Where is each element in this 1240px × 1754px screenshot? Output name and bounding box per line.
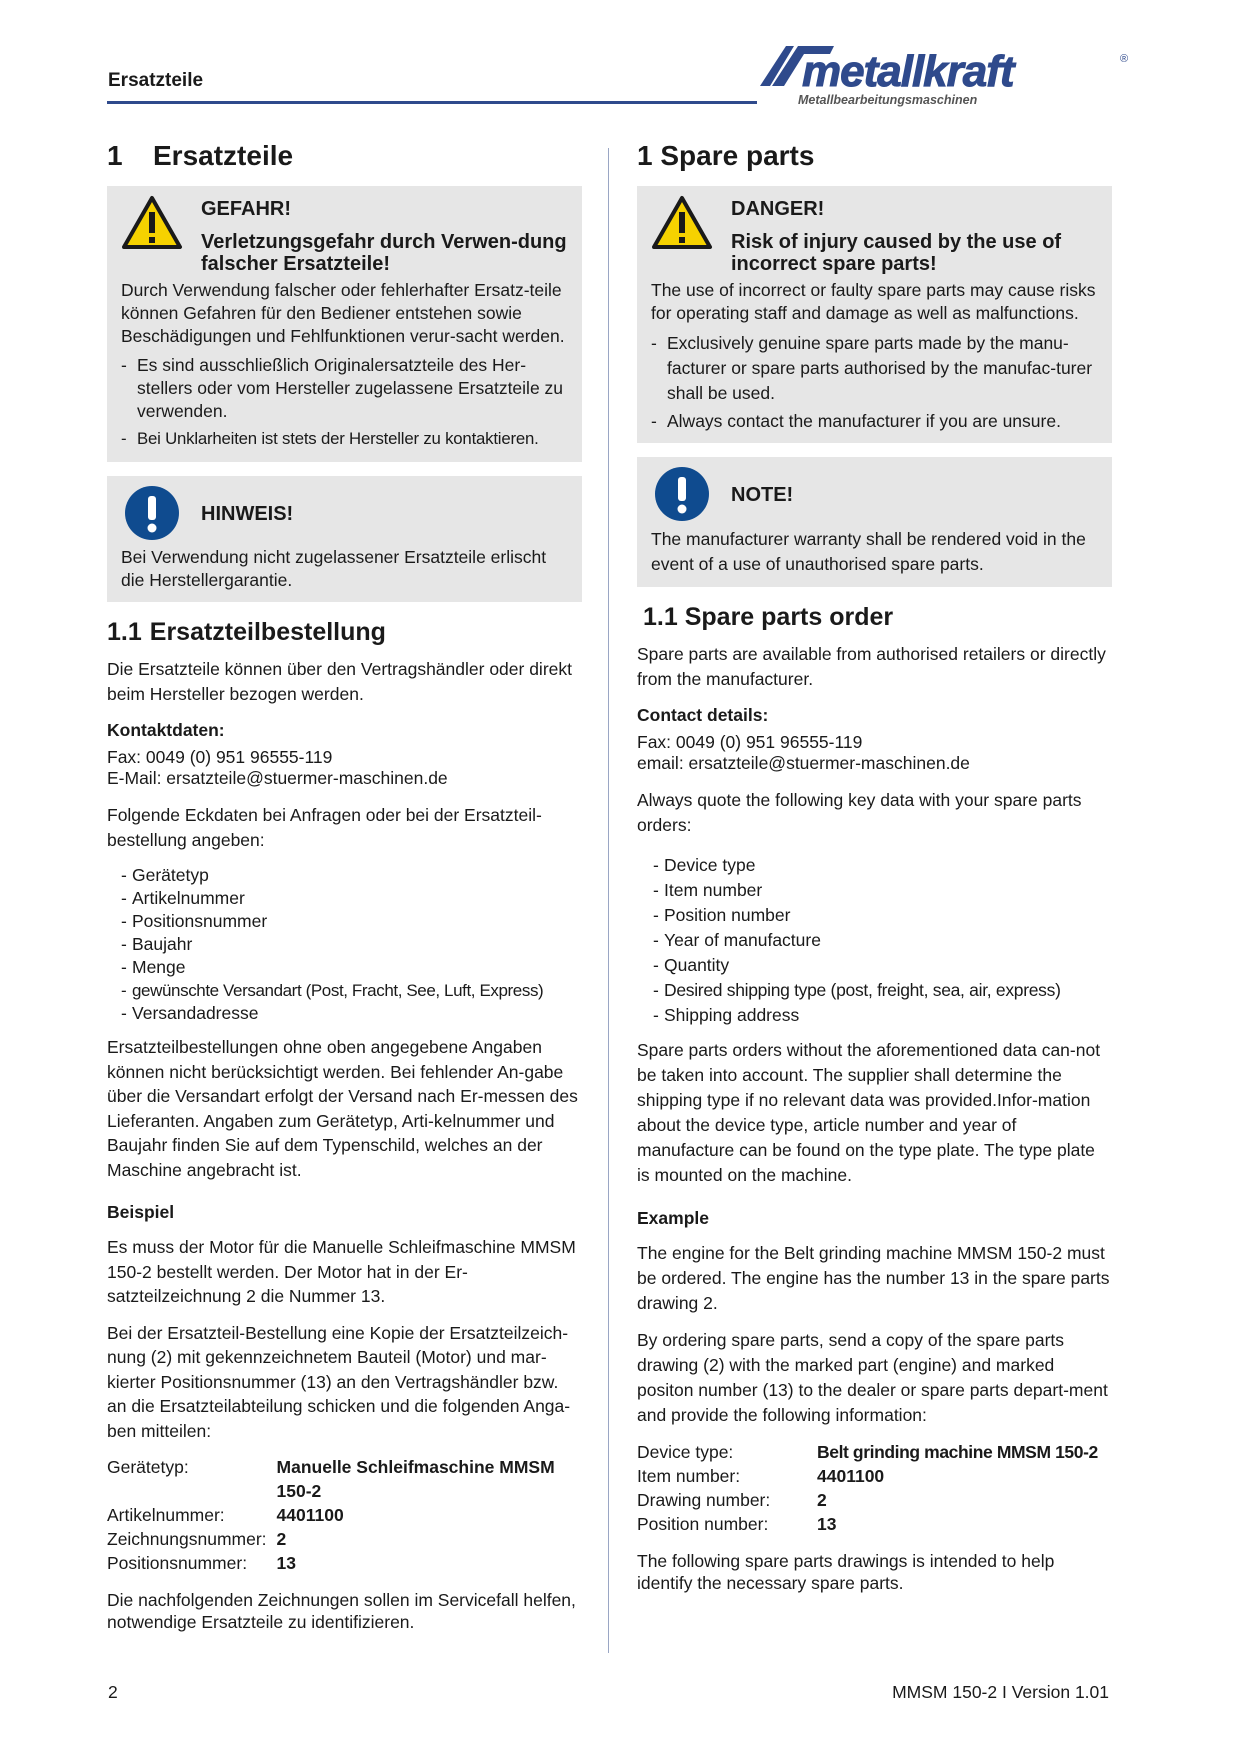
order-data-table	[107, 1455, 582, 1575]
note-box	[107, 476, 582, 602]
subsection-number: 1.1	[643, 603, 678, 631]
table-row	[107, 1455, 582, 1503]
page-number: 2	[108, 1682, 118, 1702]
list-item: - Shipping address	[653, 1003, 1112, 1028]
order-paragraph: By ordering spare parts, send a copy of the spare parts drawing (2) with the marked part (engine) and marked positon number (13) to the dealer or spare parts depart-ment and provide the following information:	[637, 1330, 1108, 1425]
table-row	[637, 1488, 1098, 1512]
keydata-list	[121, 864, 582, 1025]
logo-tagline: Metallbearbeitungsmaschinen	[798, 93, 978, 107]
danger-text: Durch Verwendung falscher oder fehlerhafter Ersatz-teile können Gefahren für den Bediener entstehen sowie Beschädigungen und Fehlfunktionen verur-sacht werden.	[121, 280, 565, 346]
row-value: 4401100	[817, 1466, 885, 1486]
row-value: 13	[817, 1514, 837, 1534]
logo-registered-mark: ®	[1120, 53, 1129, 65]
note-signal-word: HINWEIS!	[201, 502, 294, 525]
danger-signal-word: GEFAHR!	[201, 198, 291, 220]
list-item: - Device type	[653, 853, 1112, 878]
row-key: Device type:	[637, 1442, 734, 1462]
row-key: Positionsnummer:	[107, 1553, 248, 1573]
keydata-list	[653, 853, 1112, 1028]
danger-box	[637, 186, 1112, 443]
contact-label: Contact details:	[637, 705, 769, 725]
list-item: - Versandadresse	[121, 1002, 582, 1025]
column-divider	[608, 148, 609, 1653]
example-label: Example	[637, 1208, 709, 1228]
danger-box	[107, 186, 582, 462]
danger-text: The use of incorrect or faulty spare parts may cause risks for operating staff and damage as well as malfunctions.	[651, 280, 1096, 323]
row-value: 13	[276, 1553, 296, 1573]
exclamation-circle-icon	[651, 465, 713, 523]
section-heading	[107, 140, 582, 174]
intro-paragraph: Spare parts are available from authorised retailers or directly from the manufacturer.	[637, 644, 1106, 689]
danger-risk-title: Risk of injury caused by the use of incorrect spare parts!	[731, 231, 1062, 275]
example-paragraph: The engine for the Belt grinding machine MMSM 150-2 must be ordered. The engine has the number 13 in the spare parts drawing 2.	[637, 1243, 1110, 1313]
email-address: E-Mail: ersatzteile@stuermer-maschinen.de	[107, 768, 448, 788]
table-row	[107, 1551, 582, 1575]
fax-number: Fax: 0049 (0) 951 96555-119	[107, 747, 333, 767]
keydata-paragraph: Folgende Eckdaten bei Anfragen oder bei der Ersatzteil-bestellung angeben:	[107, 805, 542, 850]
page-header-title: Ersatzteile	[108, 70, 204, 91]
note-text: The manufacturer warranty shall be rendered void in the event of a use of unauthorised spare parts.	[651, 529, 1086, 574]
note-box	[637, 457, 1112, 587]
final-paragraph: Die nachfolgenden Zeichnungen sollen im Servicefall helfen, notwendige Ersatzteile zu identifizieren.	[107, 1590, 576, 1632]
subsection-title: Spare parts order	[684, 603, 894, 631]
fax-number: Fax: 0049 (0) 951 96555-119	[637, 732, 863, 752]
note-signal-word: NOTE!	[731, 483, 794, 506]
row-key: Zeichnungsnummer:	[107, 1529, 267, 1549]
danger-instructions	[651, 331, 1098, 433]
contact-details	[637, 732, 1112, 774]
without-data-paragraph: Ersatzteilbestellungen ohne oben angegebene Angaben können nicht berücksichtigt werden. Bei fehlender An-gabe über die Versandart erfolgt der Versand nach Er-messen des Lieferanten. Angaben zum Gerätetyp, Arti-kelnummer und Baujahr finden Sie auf dem Typenschild, welches an der Maschine angebracht ist.	[107, 1037, 578, 1180]
list-item: - Positionsnummer	[121, 910, 582, 933]
row-value: Manuelle Schleifmaschine MMSM 150-2	[276, 1457, 555, 1501]
row-key: Drawing number:	[637, 1490, 771, 1510]
intro-paragraph: Die Ersatzteile können über den Vertragshändler oder direkt beim Hersteller bezogen werden.	[107, 659, 572, 704]
list-item: - Exclusively genuine spare parts made by the manu-facturer or spare parts authorised by the manufac-turer shall be used.	[651, 331, 1098, 406]
warning-triangle-icon	[121, 194, 183, 252]
column-german	[107, 140, 582, 1645]
subsection-number: 1.1	[107, 618, 142, 646]
example-paragraph: Es muss der Motor für die Manuelle Schleifmaschine MMSM 150-2 bestellt werden. Der Motor hat in der Er-satzteilzeichnung 2 die Nummer 13.	[107, 1237, 576, 1306]
table-row	[107, 1503, 582, 1527]
order-paragraph: Bei der Ersatzteil-Bestellung eine Kopie der Ersatzteilzeich-nung (2) mit gekennzeichnetem Bauteil (Motor) und mar-kierter Positionsnummer (13) an den Vertragshändler bzw. an die Ersatzteilabteilung schicken und die folgenden Anga-ben mitteilen:	[107, 1322, 571, 1441]
list-item: - Gerätetyp	[121, 864, 582, 887]
section-title: Ersatzteile	[153, 140, 294, 171]
row-value: 4401100	[276, 1505, 344, 1525]
list-item: - Baujahr	[121, 933, 582, 956]
section-number: 1	[107, 140, 123, 171]
email-address: email: ersatzteile@stuermer-maschinen.de	[637, 753, 970, 773]
example-label: Beispiel	[107, 1202, 175, 1222]
subsection-title: Ersatzteilbestellung	[149, 618, 386, 646]
subsection-heading	[637, 603, 1112, 632]
document-version: MMSM 150-2 I Version 1.01	[892, 1682, 1109, 1702]
final-paragraph: The following spare parts drawings is intended to help identify the necessary spare parts.	[637, 1551, 1055, 1593]
list-item: - Menge	[121, 956, 582, 979]
subsection-heading	[107, 618, 582, 647]
logo-text: metallkraft	[802, 47, 1014, 96]
contact-details	[107, 747, 582, 789]
row-value: Belt grinding machine MMSM 150-2	[817, 1442, 1098, 1462]
list-item: - Es sind ausschließlich Originalersatzteile des Her-stellers oder vom Hersteller zugelassene Ersatzteile zu verwenden.	[121, 354, 568, 423]
row-key: Position number:	[637, 1514, 769, 1534]
list-item: - Year of manufacture	[653, 928, 1112, 953]
row-key: Gerätetyp:	[107, 1457, 189, 1477]
list-item: - Always contact the manufacturer if you are unsure.	[651, 410, 1098, 433]
order-data-table	[637, 1440, 1098, 1536]
section-heading	[637, 140, 1112, 174]
table-row	[107, 1527, 582, 1551]
list-item: - Position number	[653, 903, 1112, 928]
row-value: 2	[276, 1529, 287, 1549]
row-value: 2	[817, 1490, 827, 1510]
brand-logo	[758, 44, 1134, 116]
contact-label: Kontaktdaten:	[107, 720, 225, 740]
list-item: - Desired shipping type (post, freight, sea, air, express)	[653, 978, 1112, 1003]
table-row	[637, 1440, 1098, 1464]
row-key: Item number:	[637, 1466, 741, 1486]
column-english	[637, 140, 1112, 1606]
list-item: - Item number	[653, 878, 1112, 903]
exclamation-circle-icon	[121, 484, 183, 542]
keydata-paragraph: Always quote the following key data with your spare parts orders:	[637, 790, 1082, 835]
list-item: - gewünschte Versandart (Post, Fracht, See, Luft, Express)	[121, 979, 582, 1002]
section-number: 1	[637, 140, 653, 171]
danger-risk-title: Verletzungsgefahr durch Verwen-dung falscher Ersatzteile!	[201, 231, 567, 275]
without-data-paragraph: Spare parts orders without the aforementioned data can-not be taken into account. The supplier shall determine the shipping type if no relevant data was provided.Infor-mation about the device type, article number and year of manufacture can be found on the type plate. The type plate is mounted on the machine.	[637, 1040, 1101, 1185]
list-item: - Bei Unklarheiten ist stets der Hersteller zu kontaktieren.	[121, 427, 568, 450]
danger-instructions	[121, 354, 568, 450]
table-row	[637, 1512, 1098, 1536]
list-item: - Quantity	[653, 953, 1112, 978]
row-key: Artikelnummer:	[107, 1505, 225, 1525]
header-rule	[107, 101, 757, 104]
table-row	[637, 1464, 1098, 1488]
danger-signal-word: DANGER!	[731, 198, 825, 220]
note-text: Bei Verwendung nicht zugelassener Ersatzteile erlischt die Herstellergarantie.	[121, 547, 547, 590]
section-title: Spare parts	[660, 140, 815, 171]
warning-triangle-icon	[651, 194, 713, 252]
list-item: - Artikelnummer	[121, 887, 582, 910]
